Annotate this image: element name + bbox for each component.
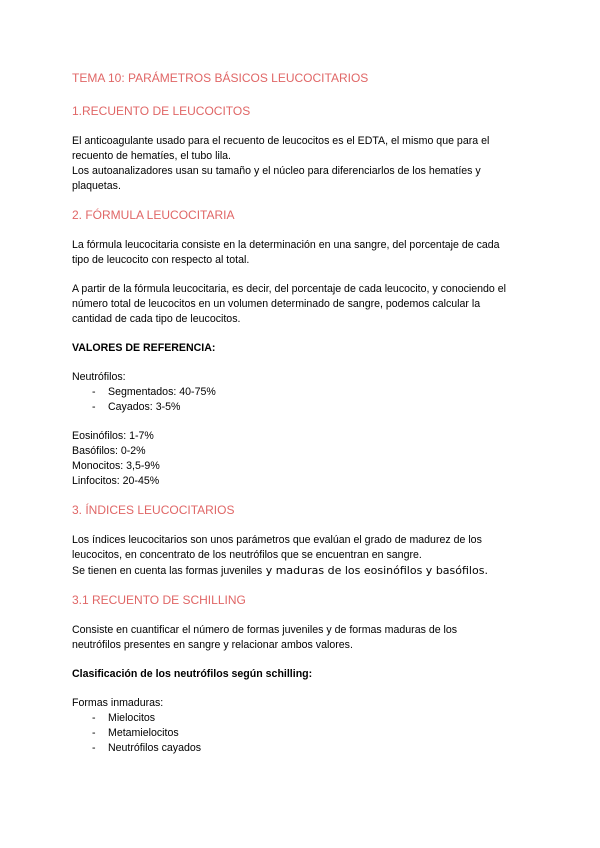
page-title: TEMA 10: PARÁMETROS BÁSICOS LEUCOCITARIOS — [72, 71, 369, 85]
list-item: Mielocitos — [108, 712, 156, 724]
section-heading-formula: 2. FÓRMULA LEUCOCITARIA — [72, 208, 235, 222]
paragraph-line: plaquetas. — [72, 180, 121, 192]
neutrophils-label: Neutrófilos: — [72, 371, 126, 383]
reference-value: Basófilos: 0-2% — [72, 445, 146, 457]
list-item: Metamielocitos — [108, 727, 179, 739]
paragraph-line: Los autoanalizadores usan su tamaño y el núcleo para diferenciarlos de los hematíes y — [72, 165, 481, 177]
reference-value: Linfocitos: 20-45% — [72, 475, 160, 487]
paragraph-line — [72, 563, 488, 579]
list-bullet: - — [92, 712, 96, 724]
paragraph-line: A partir de la fórmula leucocitaria, es decir, del porcentaje de cada leucocito, y conociendo el — [72, 283, 507, 295]
section-heading-schilling: 3.1 RECUENTO DE SCHILLING — [72, 593, 246, 607]
text-run: y maduras de los eosinófilos y basófilos. — [262, 564, 488, 577]
paragraph-line: leucocitos, en concentrato de los neutrófilos que se encuentran en sangre. — [72, 549, 422, 561]
classification-heading: Clasificación de los neutrófilos según schilling: — [72, 668, 313, 680]
reference-value: Eosinófilos: 1-7% — [72, 430, 154, 442]
list-bullet: - — [92, 386, 96, 398]
paragraph-line: El anticoagulante usado para el recuento de leucocitos es el EDTA, el mismo que para el — [72, 135, 490, 147]
reference-value: Monocitos: 3,5-9% — [72, 460, 160, 472]
paragraph-line: número total de leucocitos en un volumen determinado de sangre, podemos calcular la — [72, 298, 481, 310]
paragraph-line: Consiste en cuantificar el número de formas juveniles y de formas maduras de los — [72, 624, 458, 636]
section-heading-indices: 3. ÍNDICES LEUCOCITARIOS — [72, 503, 235, 517]
reference-values-heading: VALORES DE REFERENCIA: — [72, 342, 216, 354]
section-heading-recuento: 1.RECUENTO DE LEUCOCITOS — [72, 104, 251, 118]
list-item: Cayados: 3-5% — [108, 401, 181, 413]
list-bullet: - — [92, 727, 96, 739]
paragraph-line: recuento de hematíes, el tubo lila. — [72, 150, 232, 162]
paragraph-line: Los índices leucocitarios son unos parámetros que evalúan el grado de madurez de los — [72, 534, 482, 546]
list-bullet: - — [92, 401, 96, 413]
list-bullet: - — [92, 742, 96, 754]
paragraph-line: neutrófilos presentes en sangre y relacionar ambos valores. — [72, 639, 353, 651]
paragraph-line: cantidad de cada tipo de leucocitos. — [72, 313, 241, 325]
list-item: Neutrófilos cayados — [108, 742, 202, 754]
paragraph-line: tipo de leucocito con respecto al total. — [72, 254, 250, 266]
immature-forms-label: Formas inmaduras: — [72, 697, 164, 709]
paragraph-line: La fórmula leucocitaria consiste en la determinación en una sangre, del porcentaje de cada — [72, 239, 500, 251]
list-item: Segmentados: 40-75% — [108, 386, 216, 398]
text-run: Se tienen en cuenta las formas juveniles — [72, 565, 263, 577]
